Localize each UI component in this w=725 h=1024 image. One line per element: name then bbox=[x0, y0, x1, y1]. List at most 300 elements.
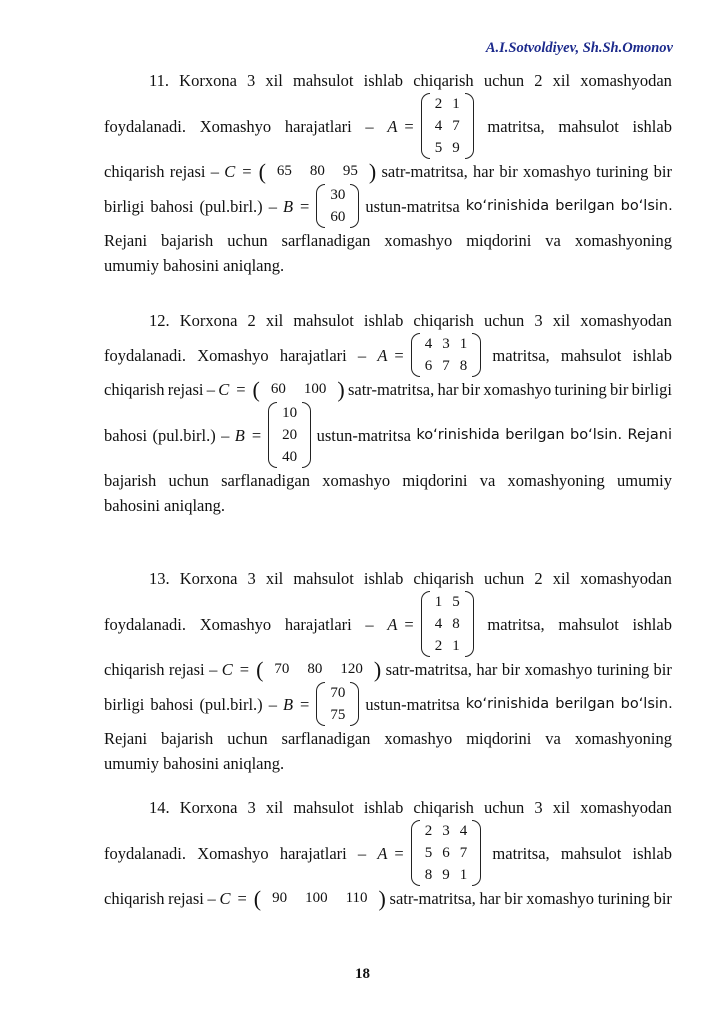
first-line-word: xil bbox=[265, 311, 284, 330]
matrix-A bbox=[377, 820, 481, 886]
conclusion-word: sarflanadigan bbox=[221, 471, 310, 490]
matrix-cell: 2 bbox=[434, 638, 443, 654]
matrix-row bbox=[430, 591, 465, 613]
matrix-cell: 3 bbox=[442, 823, 450, 839]
first-line-word: uchun bbox=[483, 798, 525, 817]
matrix-A bbox=[377, 333, 481, 377]
conclusion-word: va bbox=[479, 471, 496, 490]
conclusion-word: sarflanadigan bbox=[281, 231, 371, 250]
page-number: 18 bbox=[355, 966, 370, 982]
matrix-B bbox=[283, 682, 359, 726]
first-line-word: mahsulot bbox=[293, 569, 354, 588]
row-matrix-C bbox=[222, 657, 381, 682]
conclusion-word: xomashyoning bbox=[574, 231, 672, 250]
conclusion-word: va bbox=[545, 729, 561, 748]
equals-sign: = bbox=[251, 425, 262, 445]
a-line-word: mahsulot bbox=[560, 345, 622, 365]
row-matrix-C bbox=[218, 377, 344, 402]
conclusion-word: xomashyo bbox=[384, 231, 453, 250]
b-line-word: ko‘rinishida bbox=[465, 695, 550, 712]
first-line-word: xomashyodan bbox=[580, 311, 672, 330]
c-line-word: bir bbox=[653, 889, 672, 908]
b-line-word: ko‘rinishida bbox=[465, 197, 550, 214]
matrix-A-line bbox=[104, 93, 672, 159]
c-line-word: har bbox=[473, 162, 495, 181]
b-line-word: ko‘rinishida bbox=[416, 426, 500, 443]
conclusion-word: miqdorini bbox=[466, 729, 532, 748]
matrix-cell: 6 bbox=[424, 358, 433, 374]
first-line-word: xomashyodan bbox=[580, 71, 672, 90]
matrix-A-line bbox=[104, 333, 672, 377]
equals-sign: = bbox=[404, 116, 414, 136]
b-line-word: birligi bbox=[104, 694, 145, 714]
row-matrix-C bbox=[224, 159, 376, 184]
c-line-word: turining bbox=[597, 889, 650, 908]
matrix-cell: 20 bbox=[282, 427, 298, 443]
row-vector bbox=[256, 657, 381, 682]
conclusion-word: bajarish bbox=[161, 231, 214, 250]
matrix-B bbox=[283, 184, 359, 228]
a-line-word: – bbox=[357, 345, 367, 365]
c-line-word: – bbox=[207, 889, 216, 908]
matrix-symbol: C bbox=[224, 162, 236, 181]
matrix-cell: 3 bbox=[442, 336, 450, 352]
matrix-row bbox=[325, 184, 350, 206]
first-line-word: Korxona bbox=[179, 569, 238, 588]
matrix-symbol: A bbox=[387, 116, 398, 136]
matrix-A bbox=[387, 93, 473, 159]
matrix-symbol: A bbox=[377, 843, 388, 863]
matrix-cell: 6 bbox=[442, 845, 450, 861]
first-line-word: 2 bbox=[534, 71, 543, 90]
c-line-word: bir bbox=[609, 380, 629, 399]
vector-value: 70 bbox=[274, 661, 290, 677]
a-line-word: matritsa, bbox=[487, 614, 545, 634]
b-line-word: ustun-matritsa bbox=[316, 425, 411, 445]
c-line-word: turining bbox=[596, 162, 649, 181]
c-line-word: har bbox=[476, 660, 498, 679]
matrix-A-line bbox=[104, 820, 672, 886]
a-line-word: ishlab bbox=[632, 614, 672, 634]
matrix-cell: 5 bbox=[434, 140, 443, 156]
a-line-word: Xomashyo bbox=[197, 345, 269, 365]
matrix-cell: 9 bbox=[452, 140, 460, 156]
right-paren: ) bbox=[368, 158, 377, 184]
matrix-row bbox=[420, 355, 473, 377]
first-line-word: chiqarish bbox=[413, 798, 474, 817]
problem-14 bbox=[104, 795, 672, 911]
matrix-bracket bbox=[411, 820, 482, 886]
a-line-word: – bbox=[365, 116, 374, 136]
matrix-row bbox=[420, 333, 473, 355]
vector-value: 90 bbox=[272, 890, 288, 906]
matrix-cell: 7 bbox=[442, 358, 450, 374]
first-line-word: xil bbox=[265, 569, 284, 588]
c-line-word: chiqarish bbox=[104, 162, 165, 181]
matrix-C-line bbox=[104, 657, 672, 682]
matrix-C-line bbox=[104, 377, 672, 402]
matrix-C-line bbox=[104, 159, 672, 184]
first-line-word: mahsulot bbox=[293, 798, 354, 817]
matrix-cell: 40 bbox=[282, 449, 298, 465]
first-line-word: xil bbox=[552, 798, 571, 817]
equals-sign: = bbox=[236, 380, 246, 399]
a-line-word: Xomashyo bbox=[199, 614, 272, 634]
c-line-word: – bbox=[210, 162, 219, 181]
matrix-cell: 4 bbox=[459, 823, 468, 839]
matrix-A-line bbox=[104, 591, 672, 657]
first-line-word: Korxona bbox=[179, 798, 238, 817]
conclusion-word: xomashyoning bbox=[574, 729, 672, 748]
first-line-word: xomashyodan bbox=[580, 569, 672, 588]
b-line-word: bahosi bbox=[104, 425, 148, 445]
matrix-cell: 8 bbox=[459, 358, 468, 374]
first-line-word: ishlab bbox=[363, 71, 404, 90]
first-line-word: chiqarish bbox=[413, 311, 474, 330]
first-line-word: xil bbox=[552, 569, 571, 588]
c-line-word: bir bbox=[504, 889, 523, 908]
c-line-word: chiqarish bbox=[104, 889, 165, 908]
matrix-cell: 70 bbox=[330, 685, 346, 701]
matrix-symbol: C bbox=[221, 660, 233, 679]
left-paren: ( bbox=[256, 656, 264, 682]
matrix-symbol: A bbox=[377, 345, 388, 365]
first-line-word: uchun bbox=[483, 311, 525, 330]
b-line-word: bahosi bbox=[150, 694, 194, 714]
equals-sign: = bbox=[394, 345, 404, 365]
first-line-word: 3 bbox=[247, 569, 256, 588]
c-line-word: rejasi bbox=[168, 660, 205, 679]
a-line-word: harajatlari bbox=[279, 843, 347, 863]
matrix-B-line bbox=[104, 402, 672, 468]
vector-value: 100 bbox=[303, 381, 327, 397]
a-line-word: harajatlari bbox=[284, 614, 352, 634]
matrix-cell: 1 bbox=[459, 336, 468, 352]
a-line-word: foydalanadi. bbox=[104, 116, 187, 136]
matrix-B-line bbox=[104, 184, 672, 228]
c-line-word: bir bbox=[499, 162, 518, 181]
a-line-word: mahsulot bbox=[558, 116, 619, 136]
a-line-word: Xomashyo bbox=[199, 116, 272, 136]
matrix-row bbox=[277, 402, 302, 424]
matrix-symbol: B bbox=[282, 694, 294, 714]
left-paren: ( bbox=[258, 158, 266, 184]
c-line-word: xomashyo bbox=[483, 380, 552, 399]
conclusion-last-line: umumiy bahosini aniqlang. bbox=[104, 256, 285, 275]
b-line-word: bo‘lsin. bbox=[620, 695, 673, 712]
conclusion-word: uchun bbox=[168, 471, 209, 490]
matrix-cell: 8 bbox=[452, 616, 460, 632]
matrix-bracket bbox=[316, 682, 359, 726]
matrix-cell: 4 bbox=[424, 336, 433, 352]
matrix-symbol: B bbox=[282, 196, 294, 216]
first-line-word: uchun bbox=[483, 71, 525, 90]
problem-first-line bbox=[104, 566, 672, 591]
matrix-C-line bbox=[104, 886, 672, 911]
b-line-word: Rejani bbox=[627, 426, 672, 443]
first-line-word: 11. bbox=[149, 71, 170, 90]
b-line-word: bahosi bbox=[150, 196, 194, 216]
b-line-word: – bbox=[268, 694, 277, 714]
first-line-word: ishlab bbox=[363, 798, 404, 817]
c-line-word: – bbox=[206, 380, 215, 399]
c-line-word: – bbox=[209, 660, 218, 679]
matrix-cell: 7 bbox=[459, 845, 468, 861]
matrix-cell: 1 bbox=[459, 867, 468, 883]
first-line-word: 3 bbox=[247, 71, 256, 90]
first-line-word: xil bbox=[552, 311, 571, 330]
vector-value: 80 bbox=[307, 661, 323, 677]
first-line-word: 3 bbox=[534, 311, 543, 330]
matrix-row bbox=[430, 635, 465, 657]
right-paren: ) bbox=[337, 376, 345, 402]
matrix-row bbox=[420, 864, 473, 886]
b-line-word: – bbox=[221, 425, 230, 445]
conclusion-word: xomashyo bbox=[322, 471, 391, 490]
c-line-word: har bbox=[479, 889, 501, 908]
matrix-bracket bbox=[268, 402, 311, 468]
matrix-symbol: C bbox=[219, 889, 231, 908]
c-line-word: bir bbox=[461, 380, 481, 399]
matrix-grid bbox=[277, 402, 302, 468]
vector-value: 60 bbox=[270, 381, 286, 397]
matrix-cell: 10 bbox=[282, 405, 298, 421]
c-line-word: bir bbox=[501, 660, 521, 679]
c-line-word: xomashyo bbox=[524, 660, 593, 679]
matrix-row bbox=[277, 424, 302, 446]
a-line-word: – bbox=[365, 614, 374, 634]
c-line-word: chiqarish bbox=[104, 380, 165, 399]
problem-12 bbox=[104, 308, 672, 518]
c-line-word: satr-matritsa, bbox=[385, 660, 472, 679]
first-line-word: 3 bbox=[534, 798, 543, 817]
matrix-bracket bbox=[421, 93, 474, 159]
matrix-grid bbox=[420, 333, 473, 377]
a-line-word: – bbox=[357, 843, 367, 863]
b-line-word: bo‘lsin. bbox=[620, 197, 673, 214]
row-vector bbox=[253, 377, 345, 402]
vector-value: 95 bbox=[342, 163, 358, 179]
first-line-word: xil bbox=[265, 71, 283, 90]
matrix-cell: 1 bbox=[452, 638, 460, 654]
b-line-word: – bbox=[268, 196, 277, 216]
matrix-grid bbox=[325, 682, 350, 726]
first-line-word: ishlab bbox=[363, 569, 404, 588]
conclusion-line bbox=[104, 228, 672, 253]
c-line-word: satr-matritsa, bbox=[381, 162, 468, 181]
running-header: A.I.Sotvoldiyev, Sh.Sh.Omonov bbox=[485, 40, 673, 56]
a-line-word: matritsa, bbox=[487, 116, 545, 136]
c-line-word: satr-matritsa, bbox=[347, 380, 435, 399]
matrix-grid bbox=[430, 591, 465, 657]
matrix-grid bbox=[430, 93, 465, 159]
first-line-word: mahsulot bbox=[293, 311, 354, 330]
matrix-row bbox=[325, 704, 350, 726]
conclusion-word: bajarish bbox=[104, 471, 157, 490]
conclusion-word: uchun bbox=[227, 729, 268, 748]
matrix-grid bbox=[420, 820, 473, 886]
matrix-bracket bbox=[421, 591, 474, 657]
matrix-row bbox=[430, 613, 465, 635]
c-line-word: turining bbox=[596, 660, 650, 679]
b-line-word: berilgan bbox=[505, 426, 565, 443]
conclusion-word: xomashyo bbox=[384, 729, 453, 748]
a-line-word: mahsulot bbox=[560, 843, 622, 863]
matrix-row bbox=[325, 682, 350, 704]
b-line-word: ustun-matritsa bbox=[365, 694, 460, 714]
b-line-word: birligi bbox=[104, 196, 145, 216]
matrix-symbol: A bbox=[387, 614, 398, 634]
matrix-cell: 9 bbox=[442, 867, 450, 883]
left-paren: ( bbox=[253, 885, 262, 911]
problem-first-line bbox=[104, 68, 672, 93]
matrix-bracket bbox=[411, 333, 482, 377]
conclusion-last-line: umumiy bahosini aniqlang. bbox=[104, 754, 285, 773]
c-line-word: bir bbox=[653, 162, 672, 181]
first-line-word: chiqarish bbox=[413, 71, 474, 90]
a-line-word: ishlab bbox=[632, 843, 672, 863]
conclusion-word: miqdorini bbox=[402, 471, 468, 490]
a-line-word: ishlab bbox=[632, 345, 672, 365]
first-line-word: 12. bbox=[149, 311, 170, 330]
a-line-word: foydalanadi. bbox=[104, 843, 187, 863]
equals-sign: = bbox=[237, 889, 247, 908]
right-paren: ) bbox=[378, 885, 386, 911]
c-line-word: xomashyo bbox=[526, 889, 595, 908]
vector-value: 110 bbox=[345, 890, 368, 906]
equals-sign: = bbox=[394, 843, 404, 863]
vector-value: 80 bbox=[309, 163, 325, 179]
equals-sign: = bbox=[239, 660, 250, 679]
vector-value: 120 bbox=[340, 661, 363, 677]
conclusion-word: miqdorini bbox=[466, 231, 532, 250]
a-line-word: ishlab bbox=[632, 116, 672, 136]
matrix-cell: 30 bbox=[330, 187, 346, 203]
first-line-word: 14. bbox=[149, 798, 170, 817]
matrix-cell: 60 bbox=[330, 209, 346, 225]
b-line-word: ustun-matritsa bbox=[365, 196, 460, 216]
a-line-word: Xomashyo bbox=[197, 843, 269, 863]
first-line-word: xomashyodan bbox=[580, 798, 672, 817]
matrix-row bbox=[420, 842, 473, 864]
first-line-word: 3 bbox=[247, 798, 256, 817]
matrix-cell: 75 bbox=[330, 707, 346, 723]
row-vector bbox=[259, 159, 377, 184]
matrix-symbol: B bbox=[234, 425, 245, 445]
b-line-word: (pul.birl.) bbox=[199, 196, 263, 216]
c-line-word: xomashyo bbox=[523, 162, 591, 181]
matrix-cell: 5 bbox=[452, 594, 460, 610]
matrix-B-line bbox=[104, 682, 672, 726]
a-line-word: matritsa, bbox=[492, 345, 550, 365]
first-line-word: 2 bbox=[247, 311, 256, 330]
a-line-word: foydalanadi. bbox=[104, 345, 187, 365]
matrix-cell: 7 bbox=[452, 118, 460, 134]
c-line-word: birligi bbox=[631, 380, 672, 399]
matrix-row bbox=[325, 206, 350, 228]
problem-first-line bbox=[104, 795, 672, 820]
conclusion-word: umumiy bbox=[616, 471, 672, 490]
c-line-word: turining bbox=[554, 380, 607, 399]
c-line-word: satr-matritsa, bbox=[389, 889, 476, 908]
matrix-row bbox=[430, 93, 465, 115]
equals-sign: = bbox=[404, 614, 414, 634]
matrix-B bbox=[235, 402, 311, 468]
problem-11 bbox=[104, 68, 672, 278]
c-line-word: rejasi bbox=[168, 889, 204, 908]
matrix-cell: 5 bbox=[424, 845, 433, 861]
c-line-word: bir bbox=[653, 660, 672, 679]
conclusion-line bbox=[104, 468, 672, 493]
conclusion-word: uchun bbox=[227, 231, 268, 250]
c-line-word: rejasi bbox=[167, 380, 204, 399]
conclusion-word: va bbox=[545, 231, 561, 250]
a-line-word: mahsulot bbox=[558, 614, 619, 634]
first-line-word: Korxona bbox=[179, 71, 237, 90]
matrix-cell: 4 bbox=[434, 118, 443, 134]
b-line-word: berilgan bbox=[555, 197, 615, 214]
a-line-word: matritsa, bbox=[492, 843, 550, 863]
c-line-word: chiqarish bbox=[104, 660, 165, 679]
conclusion-word: xomashyoning bbox=[507, 471, 605, 490]
first-line-word: 2 bbox=[534, 569, 543, 588]
a-line-word: foydalanadi. bbox=[104, 614, 187, 634]
matrix-cell: 1 bbox=[452, 96, 460, 112]
first-line-word: chiqarish bbox=[413, 569, 474, 588]
first-line-word: xil bbox=[265, 798, 284, 817]
matrix-cell: 1 bbox=[434, 594, 443, 610]
first-line-word: xil bbox=[552, 71, 571, 90]
first-line-word: mahsulot bbox=[292, 71, 354, 90]
matrix-cell: 8 bbox=[424, 867, 433, 883]
conclusion-word: bajarish bbox=[161, 729, 214, 748]
matrix-cell: 4 bbox=[434, 616, 443, 632]
matrix-A bbox=[387, 591, 473, 657]
conclusion-word: sarflanadigan bbox=[281, 729, 371, 748]
conclusion-word: Rejani bbox=[104, 729, 148, 748]
problem-13 bbox=[104, 566, 672, 776]
vector-value: 100 bbox=[305, 890, 328, 906]
b-line-word: (pul.birl.) bbox=[152, 425, 216, 445]
equals-sign: = bbox=[242, 162, 252, 181]
c-line-word: rejasi bbox=[169, 162, 206, 181]
matrix-grid bbox=[325, 184, 350, 228]
right-paren: ) bbox=[373, 656, 382, 682]
matrix-row bbox=[277, 446, 302, 468]
matrix-row bbox=[430, 115, 465, 137]
matrix-bracket bbox=[316, 184, 359, 228]
a-line-word: harajatlari bbox=[284, 116, 352, 136]
first-line-word: Korxona bbox=[179, 311, 238, 330]
conclusion-word: Rejani bbox=[104, 231, 148, 250]
b-line-word: (pul.birl.) bbox=[199, 694, 263, 714]
matrix-row bbox=[430, 137, 465, 159]
conclusion-last-line: bahosini aniqlang. bbox=[104, 496, 225, 515]
b-line-word: bo‘lsin. bbox=[570, 426, 623, 443]
problem-first-line bbox=[104, 308, 672, 333]
first-line-word: uchun bbox=[483, 569, 525, 588]
equals-sign: = bbox=[300, 694, 310, 714]
first-line-word: ishlab bbox=[363, 311, 404, 330]
equals-sign: = bbox=[300, 196, 310, 216]
row-vector bbox=[254, 886, 386, 911]
left-paren: ( bbox=[252, 376, 260, 402]
matrix-symbol: C bbox=[218, 380, 230, 399]
row-matrix-C bbox=[219, 886, 385, 911]
matrix-cell: 2 bbox=[434, 96, 443, 112]
a-line-word: harajatlari bbox=[279, 345, 347, 365]
vector-value: 65 bbox=[276, 163, 292, 179]
